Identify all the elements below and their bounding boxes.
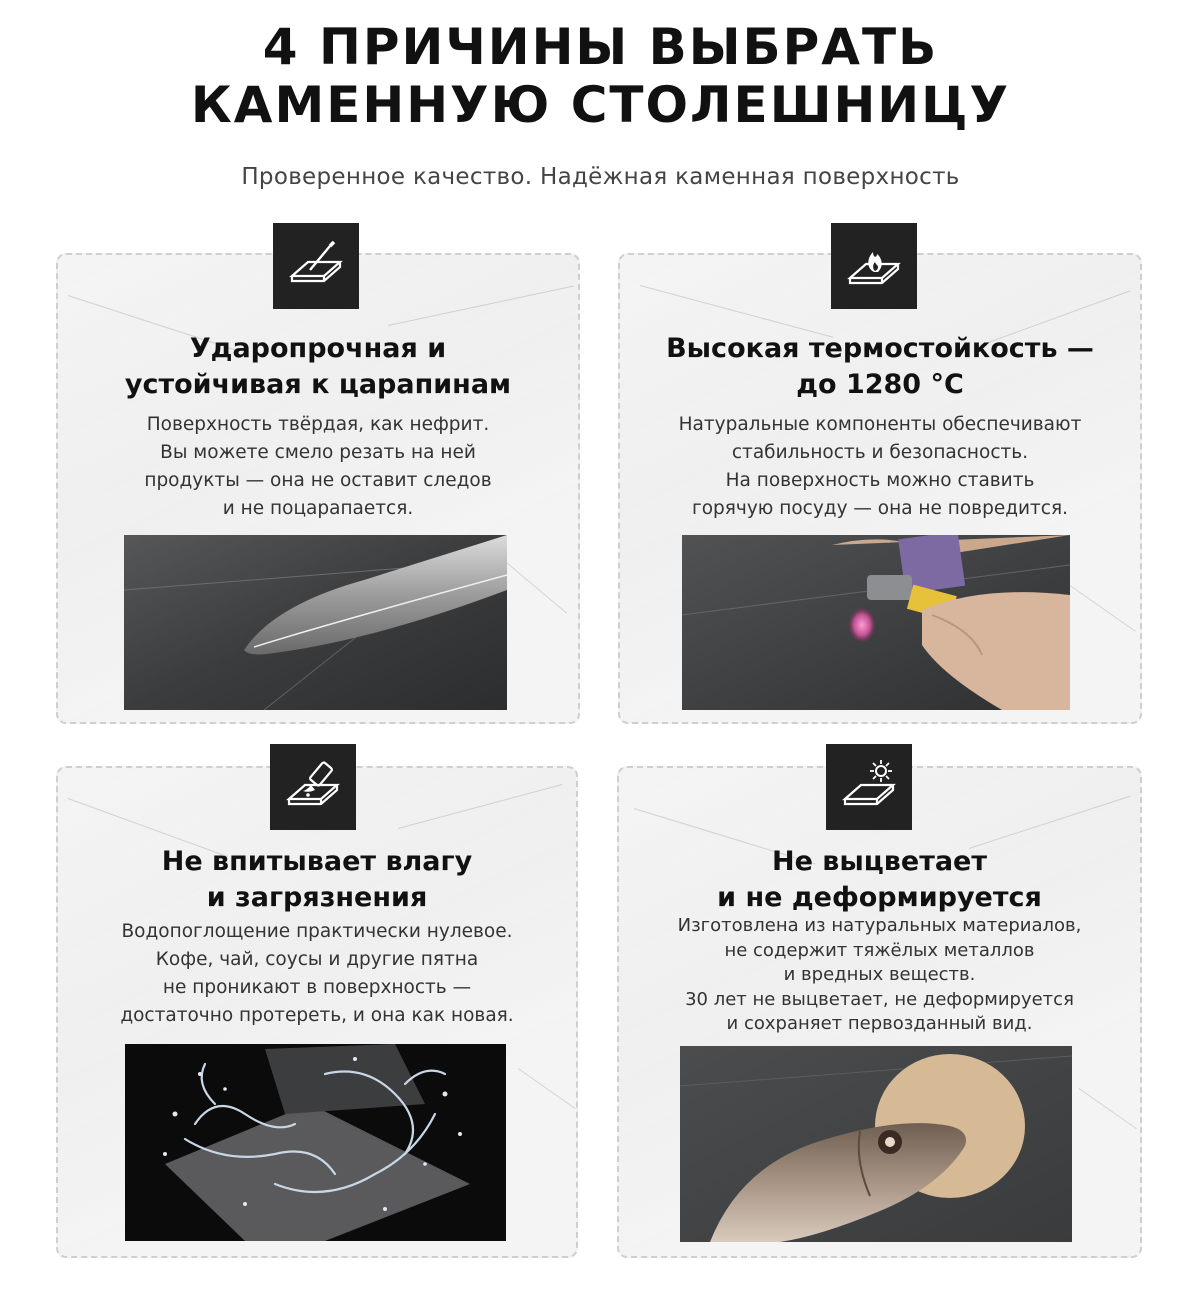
card-description: Натуральные компоненты обеспечивают стабильность и безопасность. На поверхность можно ставить горячую посуду — она не повредится.	[678, 414, 1082, 519]
water-splash-photo	[125, 1044, 506, 1241]
feature-card-fade-resistant	[617, 766, 1142, 1258]
sun-surface-icon	[839, 757, 899, 817]
page-subtitle: Проверенное качество. Надёжная каменная поверхность	[241, 164, 960, 190]
page-title	[0, 18, 1201, 134]
feature-card-heat-resistant	[618, 253, 1142, 724]
card-icon-box	[270, 744, 356, 830]
card-icon-box	[826, 744, 912, 830]
page-title-line1: 4 ПРИЧИНЫ ВЫБРАТЬ	[262, 18, 939, 76]
card-title: Не впитывает влагу и загрязнения	[161, 846, 473, 913]
knife-on-stone-photo	[124, 535, 507, 710]
card-description: Поверхность твёрдая, как нефрит. Вы можете смело резать на ней продукты — она не оставит следов и не поцарапается.	[144, 414, 492, 519]
card-description: Водопоглощение практически нулевое. Кофе, чай, соусы и другие пятна не проникают в поверхность — достаточно протереть, и она как новая.	[120, 921, 514, 1026]
card-title: Не выцветает и не деформируется	[717, 846, 1042, 913]
card-title: Высокая термостойкость — до 1280 °C	[666, 333, 1094, 400]
torch-on-stone-photo	[682, 535, 1070, 710]
card-icon-box	[831, 223, 917, 309]
card-title: Ударопрочная и устойчивая к царапинам	[124, 333, 512, 400]
liquid-drop-surface-icon	[283, 757, 343, 817]
card-icon-box	[273, 223, 359, 309]
knife-scratch-icon	[286, 236, 346, 296]
feature-card-moisture-resistant	[56, 766, 578, 1258]
feature-card-scratch-resistant	[56, 253, 580, 724]
flame-surface-icon	[844, 236, 904, 296]
fish-on-stone-photo	[680, 1046, 1072, 1242]
card-description: Изготовлена из натуральных материалов, не содержит тяжёлых металлов и вредных веществ. 30 лет не выцветает, не деформируется и сохраняет первозданный вид.	[677, 915, 1082, 1034]
page-title-line2: КАМЕННУЮ СТОЛЕШНИЦУ	[190, 76, 1011, 134]
